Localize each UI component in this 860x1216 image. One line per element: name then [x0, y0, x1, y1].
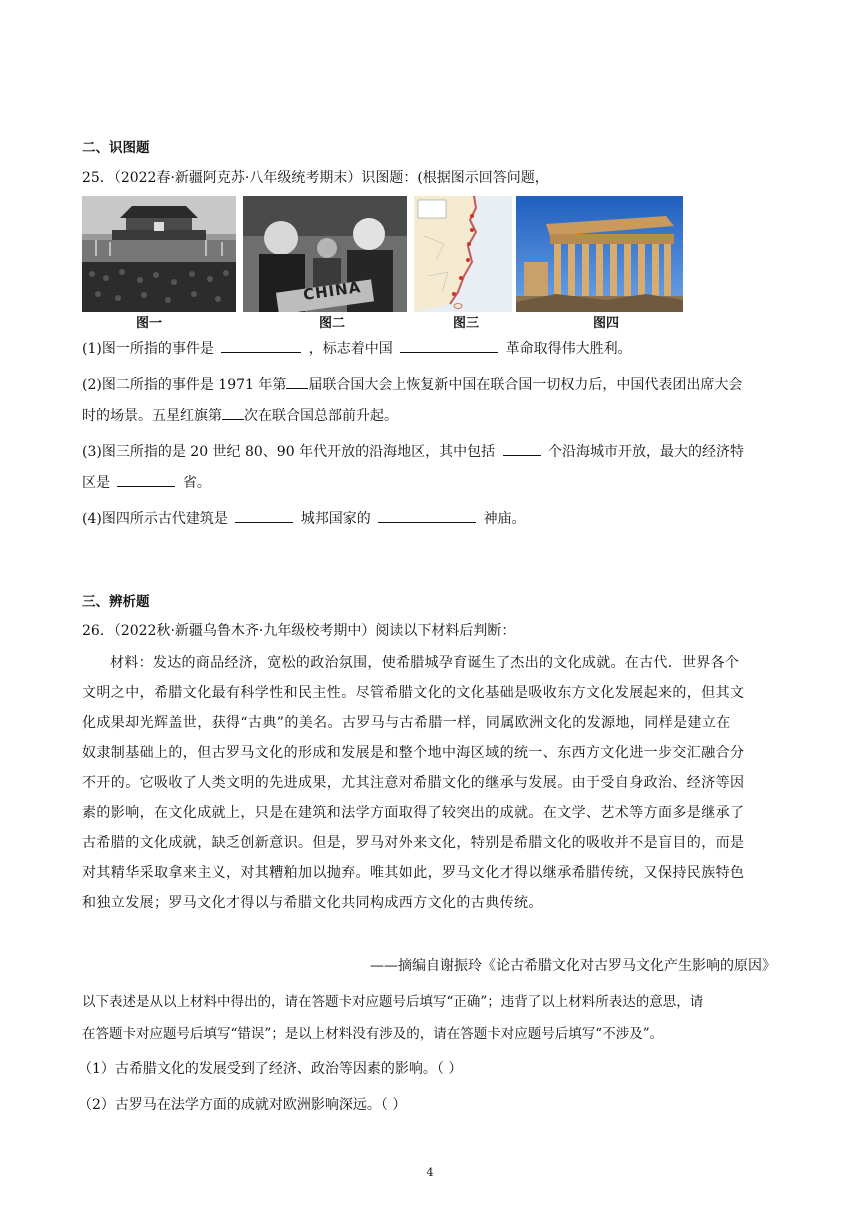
figure-3-coastal-map: [414, 196, 512, 312]
figure-2-caption: 图二: [319, 316, 346, 331]
china-placard-text: CHINA: [302, 278, 363, 304]
material-line: 文明之中，希腊文化最有科学性和民主性。尽管希腊文化的文化基础是吸收东方文化发展起来的，但其文: [82, 685, 745, 701]
answer-blank[interactable]: [235, 508, 293, 523]
figure-3-caption: 图三: [453, 316, 480, 331]
question-25-part-3: (3)图三所指的是 20 世纪 80、90 年代开放的沿海地区，其中包括 个沿海城市开放，最大的经济特: [82, 441, 744, 461]
question-25-part-1: (1)图一所指的事件是 ，标志着中国 革命取得伟大胜利。: [82, 338, 632, 358]
answer-blank[interactable]: [286, 374, 308, 389]
figure-2-un-delegation-photo: [243, 196, 407, 312]
answer-blank[interactable]: [117, 472, 175, 487]
answer-blank[interactable]: [400, 338, 498, 353]
figure-1-tiananmen-photo: [82, 196, 236, 312]
material-line: 古希腊的文化成就，缺乏创新意识。但是，罗马对外来文化，特别是希腊文化的吸收并不是盲目的，而是: [82, 835, 745, 851]
answer-blank[interactable]: [222, 405, 244, 420]
judgement-item-1: （1）古希腊文化的发展受到了经济、政治等因素的影响。（ ）: [78, 1061, 463, 1077]
instruction-line: 以下表述是从以上材料中得出的，请在答题卡对应题号后填写“正确”；违背了以上材料所表达的意思，请: [82, 994, 704, 1010]
material-line: 素的影响，在文化成就上，只是在建筑和法学方面取得了较突出的成就。在文学、艺术等方面多是继承了: [82, 805, 745, 821]
question-25-stem: 25．（2022春·新疆阿克苏·八年级统考期末）识图题：(根据图示回答问题，: [82, 170, 549, 186]
figure-4-parthenon-photo: [516, 196, 683, 312]
material-line: 材料：发达的商品经济，宽松的政治氛围，使希腊城孕育诞生了杰出的文化成就。在古代．世界各个: [110, 655, 740, 671]
question-25-part-2: (2)图二所指的事件是 1971 年第 届联合国大会上恢复新中国在联合国一切权力后，中国代表团出席大会: [82, 374, 742, 394]
material-line: 奴隶制基础上的，但古罗马文化的形成和发展是和整个地中海区域的统一、东西方文化进一步交汇融合分: [82, 745, 745, 761]
section-heading-analysis-questions: 三、辨析题: [82, 594, 150, 610]
answer-blank[interactable]: [221, 338, 301, 353]
question-25-part-2-cont: 时的场景。五星红旗第 次在联合国总部前升起。: [82, 405, 398, 425]
question-25-part-3-cont: 区是 省。: [82, 472, 211, 492]
material-line: 不开的。它吸收了人类文明的先进成果，尤其注意对希腊文化的继承与发展。由于受自身政治、经济等因: [82, 775, 745, 791]
section-heading-picture-questions: 二、识图题: [82, 140, 150, 156]
material-line: 和独立发展；罗马文化才得以与希腊文化共同构成西方文化的古典传统。: [82, 895, 543, 911]
answer-blank[interactable]: [378, 508, 476, 523]
material-source: ——摘编自谢振玲《论古希腊文化对古罗马文化产生影响的原因》: [370, 958, 776, 974]
judgement-item-2: （2）古罗马在法学方面的成就对欧洲影响深远。（ ）: [78, 1097, 407, 1113]
material-line: 化成果却光辉盖世，获得“古典”的美名。古罗马与古希腊一样，同属欧洲文化的发源地，同样是建立在: [82, 715, 731, 731]
question-25-part-4: (4)图四所示古代建筑是 城邦国家的 神庙。: [82, 508, 526, 528]
answer-blank[interactable]: [503, 441, 541, 456]
figure-4-caption: 图四: [593, 316, 620, 331]
figure-1-caption: 图一: [136, 316, 163, 331]
question-26-stem: 26．（2022秋·新疆乌鲁木齐·九年级校考期中）阅读以下材料后判断：: [82, 623, 516, 639]
material-line: 对其精华采取拿来主义，对其糟粕加以抛弃。唯其如此，罗马文化才得以继承希腊传统，又保持民族特色: [82, 865, 745, 881]
page-number: 4: [426, 1166, 434, 1179]
instruction-line: 在答题卡对应题号后填写“错误”；是以上材料没有涉及的，请在答题卡对应题号后填写“不涉及”。: [82, 1026, 664, 1042]
